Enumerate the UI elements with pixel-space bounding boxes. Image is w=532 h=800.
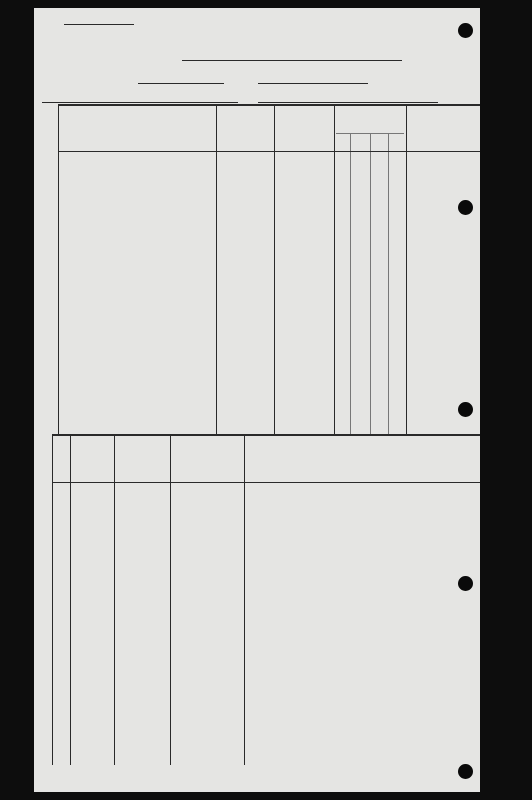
binder-hole bbox=[458, 200, 473, 215]
binder-hole bbox=[458, 576, 473, 591]
binder-hole bbox=[458, 402, 473, 417]
binder-hole bbox=[458, 23, 473, 38]
binder-hole bbox=[458, 764, 473, 779]
report-sheet bbox=[34, 8, 480, 792]
